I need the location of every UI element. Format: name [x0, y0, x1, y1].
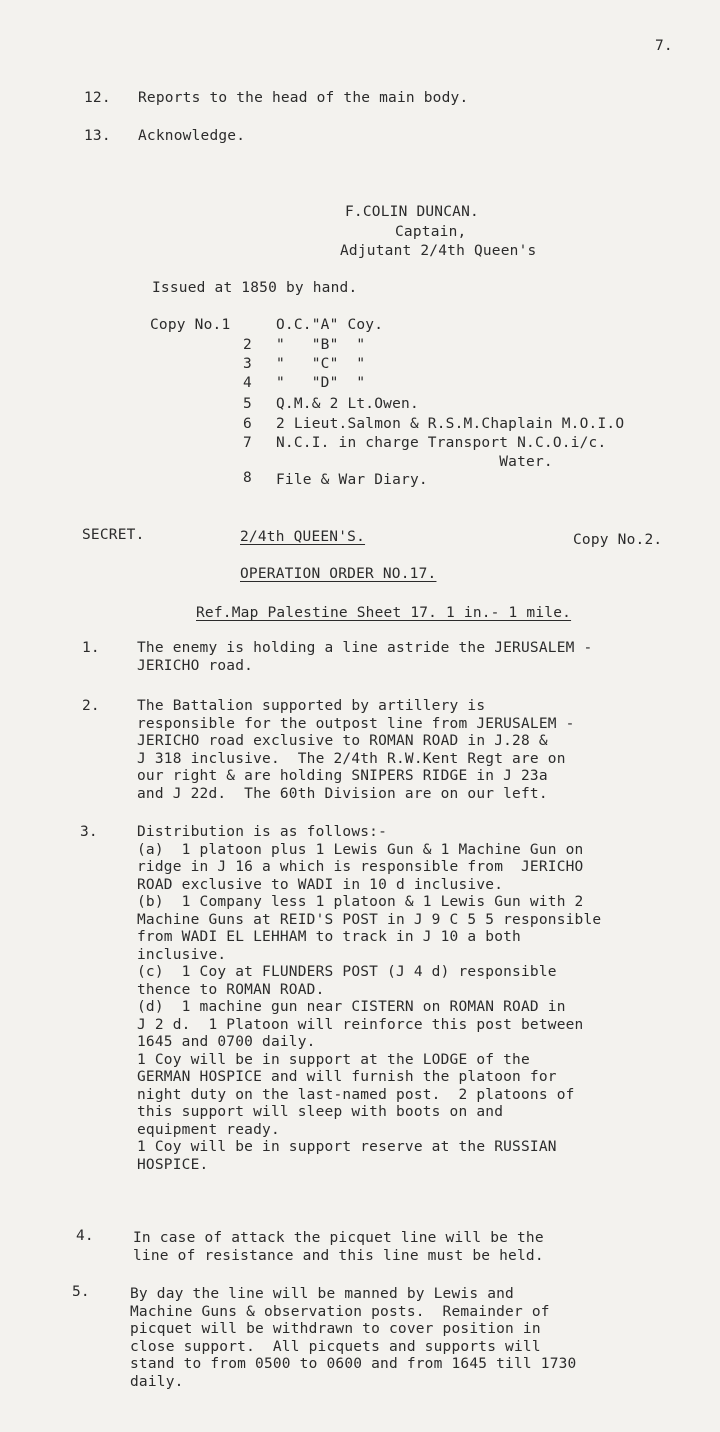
item-12-number: 12.	[84, 90, 111, 106]
para-line: J 318 inclusive. The 2/4th R.W.Kent Regt are on	[137, 750, 566, 767]
para-line: JERICHO road.	[137, 657, 254, 674]
copy-list-label: Copy No.1	[150, 317, 231, 333]
copy-4-number: 4	[243, 375, 252, 391]
para-line: J 2 d. 1 Platoon will reinforce this post between	[137, 1016, 584, 1033]
signature-name: F.COLIN DUNCAN.	[345, 204, 479, 220]
para-line: In case of attack the picquet line will be the	[133, 1230, 544, 1246]
para-line: stand to from 0500 to 0600 and from 1645 till 1730	[130, 1356, 577, 1372]
order-title: OPERATION ORDER NO.17.	[240, 566, 437, 582]
copy-7-number: 7	[243, 435, 252, 451]
copy-3-recipient: " "C" "	[276, 356, 366, 372]
para-line: equipment ready.	[137, 1121, 280, 1138]
para-line: thence to ROMAN ROAD.	[137, 981, 325, 998]
copy-1-recipient: O.C."A" Coy.	[276, 317, 384, 333]
signature-role: Adjutant 2/4th Queen's	[340, 243, 537, 259]
copy-2-number: 2	[243, 337, 252, 353]
para-line: 1645 and 0700 daily.	[137, 1034, 316, 1050]
para-line: ridge in J 16 a which is responsible from JERICHO	[137, 859, 584, 875]
para-line: (d) 1 machine gun near CISTERN on ROMAN ROAD in	[137, 999, 566, 1015]
para-line: Machine Guns & observation posts. Remainder of	[130, 1303, 550, 1320]
para-line: ROAD exclusive to WADI in 10 d inclusive.	[137, 876, 504, 893]
para-4	[133, 1230, 713, 1265]
para-line: By day the line will be manned by Lewis and	[130, 1286, 514, 1302]
para-line: close support. All picquets and supports will	[130, 1338, 541, 1355]
para-line: inclusive.	[137, 946, 227, 963]
copy-7-recipient: N.C.I. in charge Transport N.C.O.i/c.	[276, 435, 607, 451]
unit-heading: 2/4th QUEEN'S.	[240, 529, 366, 545]
para-line: (a) 1 platoon plus 1 Lewis Gun & 1 Machine Gun on	[137, 841, 584, 858]
copy-8-number: 8	[243, 470, 252, 486]
para-4-number: 4.	[76, 1228, 94, 1244]
copy-5-recipient: Q.M.& 2 Lt.Owen.	[276, 396, 419, 412]
para-line: JERICHO road exclusive to ROMAN ROAD in J.28 &	[137, 733, 548, 749]
copy-6-recipient: 2 Lieut.Salmon & R.S.M.Chaplain M.O.I.O	[276, 416, 625, 432]
para-line: Distribution is as follows:-	[137, 824, 388, 840]
issued-line: Issued at 1850 by hand.	[152, 280, 358, 296]
para-2-number: 2.	[82, 698, 100, 714]
copy-7-recipient-cont: Water.	[276, 454, 553, 470]
para-5-number: 5.	[72, 1284, 90, 1300]
para-line: The enemy is holding a line astride the JERUSALEM -	[137, 640, 593, 656]
para-1	[137, 640, 717, 675]
para-line: 1 Coy will be in support at the LODGE of the	[137, 1051, 530, 1068]
para-5	[130, 1286, 710, 1391]
para-2	[137, 698, 717, 803]
para-3	[137, 824, 717, 1174]
para-3-number: 3.	[80, 824, 98, 840]
copy-3-number: 3	[243, 356, 252, 372]
copy-2-recipient: " "B" "	[276, 337, 366, 353]
item-13-number: 13.	[84, 128, 111, 144]
secret-marking: SECRET.	[82, 527, 145, 543]
reference-map: Ref.Map Palestine Sheet 17. 1 in.- 1 mile.	[196, 605, 572, 621]
para-line: (c) 1 Coy at FLUNDERS POST (J 4 d) responsible	[137, 964, 557, 980]
para-line: picquet will be withdrawn to cover position in	[130, 1321, 541, 1337]
item-13-text: Acknowledge.	[138, 128, 246, 144]
signature-rank: Captain,	[395, 224, 467, 240]
para-line: our right & are holding SNIPERS RIDGE in J 23a	[137, 768, 548, 784]
para-line: GERMAN HOSPICE and will furnish the platoon for	[137, 1069, 557, 1085]
copy-6-number: 6	[243, 416, 252, 432]
item-12-text: Reports to the head of the main body.	[138, 90, 469, 106]
para-line: night duty on the last-named post. 2 platoons of	[137, 1086, 575, 1103]
page-number: 7.	[655, 38, 673, 54]
para-line: daily.	[130, 1373, 184, 1390]
para-line: line of resistance and this line must be held.	[133, 1247, 544, 1264]
para-line: The Battalion supported by artillery is	[137, 698, 486, 714]
para-line: Machine Guns at REID'S POST in J 9 C 5 5 responsible	[137, 911, 602, 928]
copy-5-number: 5	[243, 396, 252, 412]
copy-4-recipient: " "D" "	[276, 375, 366, 391]
copy-8-recipient: File & War Diary.	[276, 472, 428, 488]
para-line: (b) 1 Company less 1 platoon & 1 Lewis Gun with 2	[137, 894, 584, 910]
copy-number: Copy No.2.	[573, 532, 663, 548]
para-1-number: 1.	[82, 640, 100, 656]
para-line: 1 Coy will be in support reserve at the RUSSIAN	[137, 1139, 557, 1155]
para-line: and J 22d. The 60th Division are on our left.	[137, 785, 548, 802]
para-line: from WADI EL LEHHAM to track in J 10 a both	[137, 929, 521, 945]
para-line: responsible for the outpost line from JERUSALEM -	[137, 715, 575, 732]
para-line: this support will sleep with boots on and	[137, 1104, 504, 1120]
para-line: HOSPICE.	[137, 1156, 209, 1173]
